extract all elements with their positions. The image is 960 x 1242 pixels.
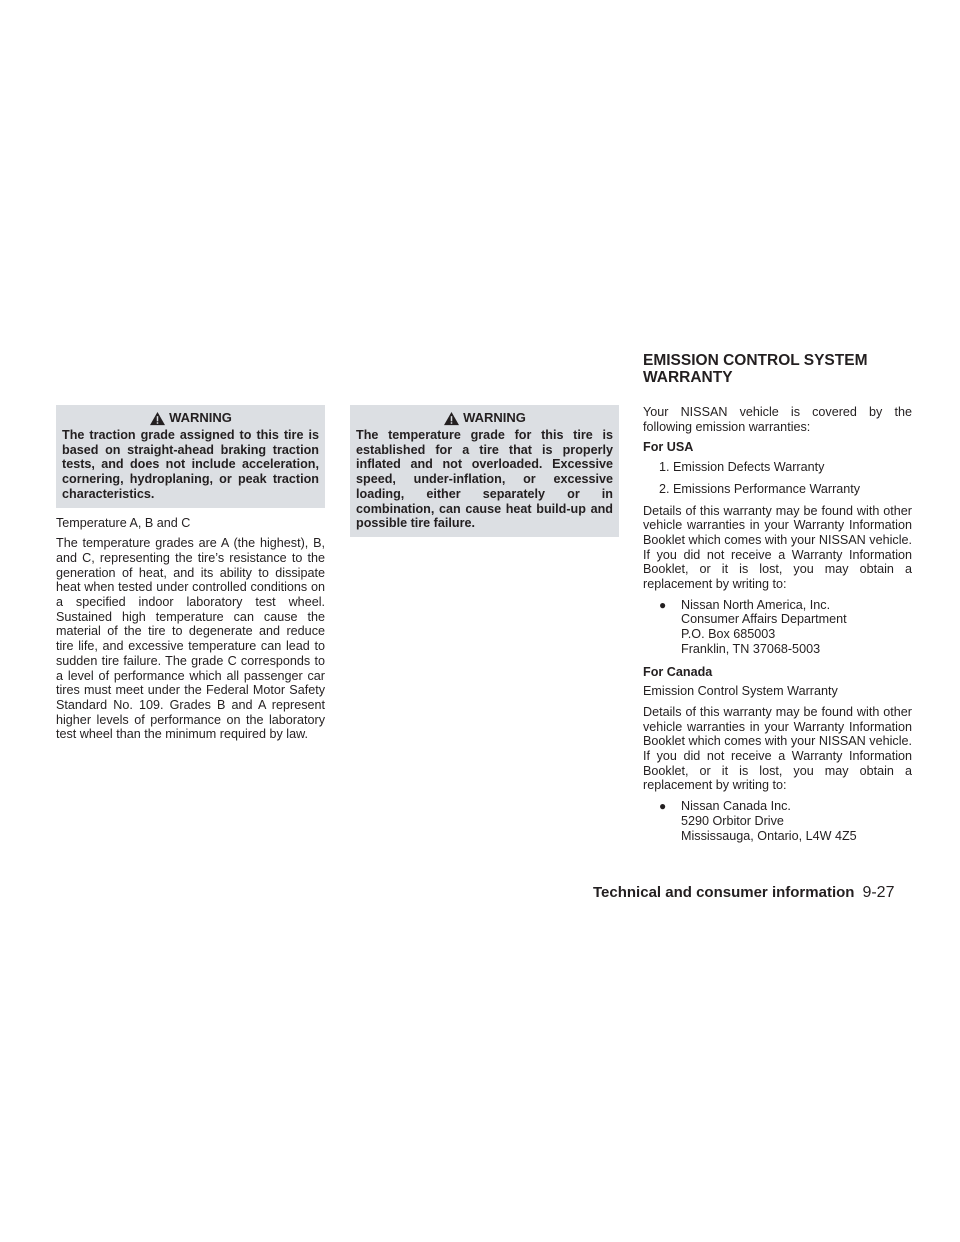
canada-address-bullet <box>643 799 912 843</box>
canada-address: Nissan Canada Inc. 5290 Orbitor Drive Mississauga, Ontario, L4W 4Z5 <box>681 799 857 843</box>
chapter-title: Technical and consumer information <box>593 884 855 901</box>
warning-triangle-icon <box>149 411 166 426</box>
bullet-icon: ● <box>659 597 667 612</box>
traction-warning-box <box>56 405 325 508</box>
bullet-icon: ● <box>659 799 667 814</box>
usa-item-2: 2. Emissions Performance Warranty <box>659 481 861 496</box>
section-title: EMISSION CONTROL SYSTEM WARRANTY <box>643 352 868 386</box>
canada-item: Emission Control System Warranty <box>643 684 838 699</box>
usa-address-bullet <box>643 598 912 657</box>
warning-triangle-icon <box>443 411 460 426</box>
warning-header <box>62 408 319 428</box>
column-middle <box>350 405 619 545</box>
temperature-subhead: Temperature A, B and C <box>56 515 191 530</box>
warning-title: WARNING <box>169 410 232 425</box>
canada-heading: For Canada <box>643 664 713 679</box>
column-left <box>56 405 325 748</box>
page-number: 9-27 <box>862 884 895 901</box>
canada-details: Details of this warranty may be found with other vehicle warranties in your Warranty Information Booklet which comes with your NISSAN vehicle. If you did not receive a Warranty Information Booklet, or it is lost, you may obtain a replacement by writing to: <box>643 704 912 793</box>
temperature-warning-box <box>350 405 619 537</box>
usa-details: Details of this warranty may be found with other vehicle warranties in your Warranty Information Booklet which comes with your NISSAN vehicle. If you did not receive a Warranty Information Booklet, or it is lost, you may obtain a replacement by writing to: <box>643 503 912 592</box>
warranty-intro: Your NISSAN vehicle is covered by the following emission warranties: <box>643 405 912 434</box>
usa-heading: For USA <box>643 440 694 455</box>
temperature-paragraph: The temperature grades are A (the highest), B, and C, representing the tire’s resistance to the generation of heat, and its ability to dissipate heat when tested under controlled conditions on a specified indoor laboratory test wheel. Sustained high temperature can cause the material of the tire to degenerate and reduce tire life, and excessive temperature can lead to sudden tire failure. The grade C corresponds to a level of performance which all passenger car tires must meet under the Federal Motor Safety Standard No. 109. Grades B and A represent higher levels of performance on the laboratory test wheel than the minimum required by law. <box>56 536 325 742</box>
page-footer <box>593 884 894 902</box>
warning-title: WARNING <box>463 410 526 425</box>
usa-address: Nissan North America, Inc. Consumer Affairs Department P.O. Box 685003 Franklin, TN 37068-5003 <box>681 597 847 656</box>
warning-body: The temperature grade for this tire is established for a tire that is properly inflated and not overloaded. Excessive speed, under-inflation, or excessive loading, either separately or in combination, can cause heat build-up and possible tire failure. <box>356 428 613 531</box>
warning-header <box>356 408 613 428</box>
column-right <box>643 405 912 851</box>
usa-item-1: 1. Emission Defects Warranty <box>659 460 825 475</box>
warning-body: The traction grade assigned to this tire is based on straight-ahead braking traction tests, and does not include acceleration, cornering, hydroplaning, or peak traction characteristics. <box>62 428 319 501</box>
